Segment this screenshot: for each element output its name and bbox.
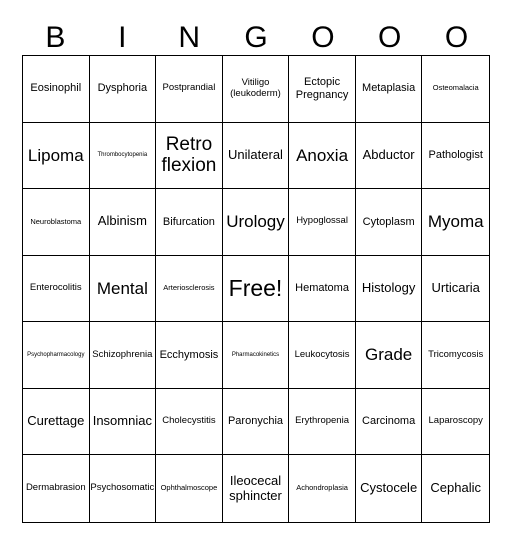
bingo-cell[interactable]: Histology bbox=[356, 256, 423, 323]
bingo-cell[interactable]: Lipoma bbox=[23, 123, 90, 190]
bingo-cell[interactable]: Osteomalacia bbox=[422, 56, 489, 123]
header-letter: O bbox=[444, 21, 469, 54]
header-letter: N bbox=[178, 21, 200, 54]
bingo-cell[interactable]: Psychopharmacology bbox=[23, 322, 90, 389]
bingo-cell[interactable]: Ectopic Pregnancy bbox=[289, 56, 356, 123]
bingo-cell[interactable]: Retro flexion bbox=[156, 123, 223, 190]
bingo-cell[interactable]: Eosinophil bbox=[23, 56, 90, 123]
bingo-cell[interactable]: Grade bbox=[356, 322, 423, 389]
bingo-cell[interactable]: Ophthalmoscope bbox=[156, 455, 223, 522]
bingo-cell[interactable]: Ileocecal sphincter bbox=[223, 455, 290, 522]
bingo-cell[interactable]: Postprandial bbox=[156, 56, 223, 123]
bingo-cell[interactable]: Abductor bbox=[356, 123, 423, 190]
bingo-cell[interactable]: Anoxia bbox=[289, 123, 356, 190]
bingo-cell[interactable]: Tricomycosis bbox=[422, 322, 489, 389]
bingo-cell[interactable]: Arteriosclerosis bbox=[156, 256, 223, 323]
bingo-cell[interactable]: Achondroplasia bbox=[289, 455, 356, 522]
bingo-cell[interactable]: Urology bbox=[223, 189, 290, 256]
bingo-cell[interactable]: Vitiligo (leukoderm) bbox=[223, 56, 290, 123]
bingo-cell[interactable]: Unilateral bbox=[223, 123, 290, 190]
bingo-cell[interactable]: Cephalic bbox=[430, 480, 481, 496]
free-cell[interactable]: Free! bbox=[223, 256, 290, 323]
header-letter: B bbox=[45, 21, 66, 54]
bingo-cell[interactable]: Erythropenia bbox=[289, 389, 356, 456]
bingo-cell[interactable]: Curettage bbox=[23, 389, 90, 456]
bingo-cell[interactable]: Cytoplasm bbox=[356, 189, 423, 256]
bingo-grid bbox=[22, 55, 490, 523]
header-letter: G bbox=[244, 21, 268, 54]
bingo-cell[interactable]: Metaplasia bbox=[356, 56, 423, 123]
bingo-cell[interactable]: Neuroblastoma bbox=[23, 189, 90, 256]
bingo-cell[interactable]: Enterocolitis bbox=[23, 256, 90, 323]
bingo-cell[interactable]: Leukocytosis bbox=[289, 322, 356, 389]
bingo-cell[interactable]: Thrombocytopenia bbox=[90, 123, 157, 190]
header-letter: O bbox=[311, 21, 335, 54]
bingo-cell[interactable]: Myoma bbox=[422, 189, 489, 256]
bingo-cell[interactable]: Cystocele bbox=[356, 455, 423, 522]
bingo-cell[interactable]: Carcinoma bbox=[356, 389, 423, 456]
bingo-cell[interactable]: Schizophrenia bbox=[90, 322, 157, 389]
bingo-header bbox=[22, 18, 490, 58]
bingo-cell[interactable]: Dysphoria bbox=[90, 56, 157, 123]
bingo-cell[interactable]: Dermabrasion bbox=[23, 455, 90, 522]
bingo-cell[interactable]: Hypoglossal bbox=[289, 189, 356, 256]
bingo-cell[interactable]: Cholecystitis bbox=[156, 389, 223, 456]
bingo-cell[interactable]: Pathologist bbox=[422, 123, 489, 190]
bingo-cell[interactable]: Bifurcation bbox=[156, 189, 223, 256]
header-letter: O bbox=[378, 21, 402, 54]
bingo-cell[interactable]: Hematoma bbox=[289, 256, 356, 323]
bingo-cell[interactable]: Laparoscopy bbox=[422, 389, 489, 456]
bingo-cell[interactable]: Ecchymosis bbox=[156, 322, 223, 389]
header-letter: I bbox=[118, 21, 127, 54]
bingo-cell[interactable]: Albinism bbox=[90, 189, 157, 256]
bingo-cell[interactable]: Pharmacokinetics bbox=[223, 322, 290, 389]
bingo-cell[interactable]: Insomniac bbox=[90, 389, 157, 456]
bingo-cell[interactable]: Urticaria bbox=[422, 256, 489, 323]
bingo-cell[interactable]: Psychosomatic bbox=[90, 455, 157, 522]
bingo-cell[interactable]: Mental bbox=[90, 256, 157, 323]
bingo-cell[interactable]: Paronychia bbox=[223, 389, 290, 456]
